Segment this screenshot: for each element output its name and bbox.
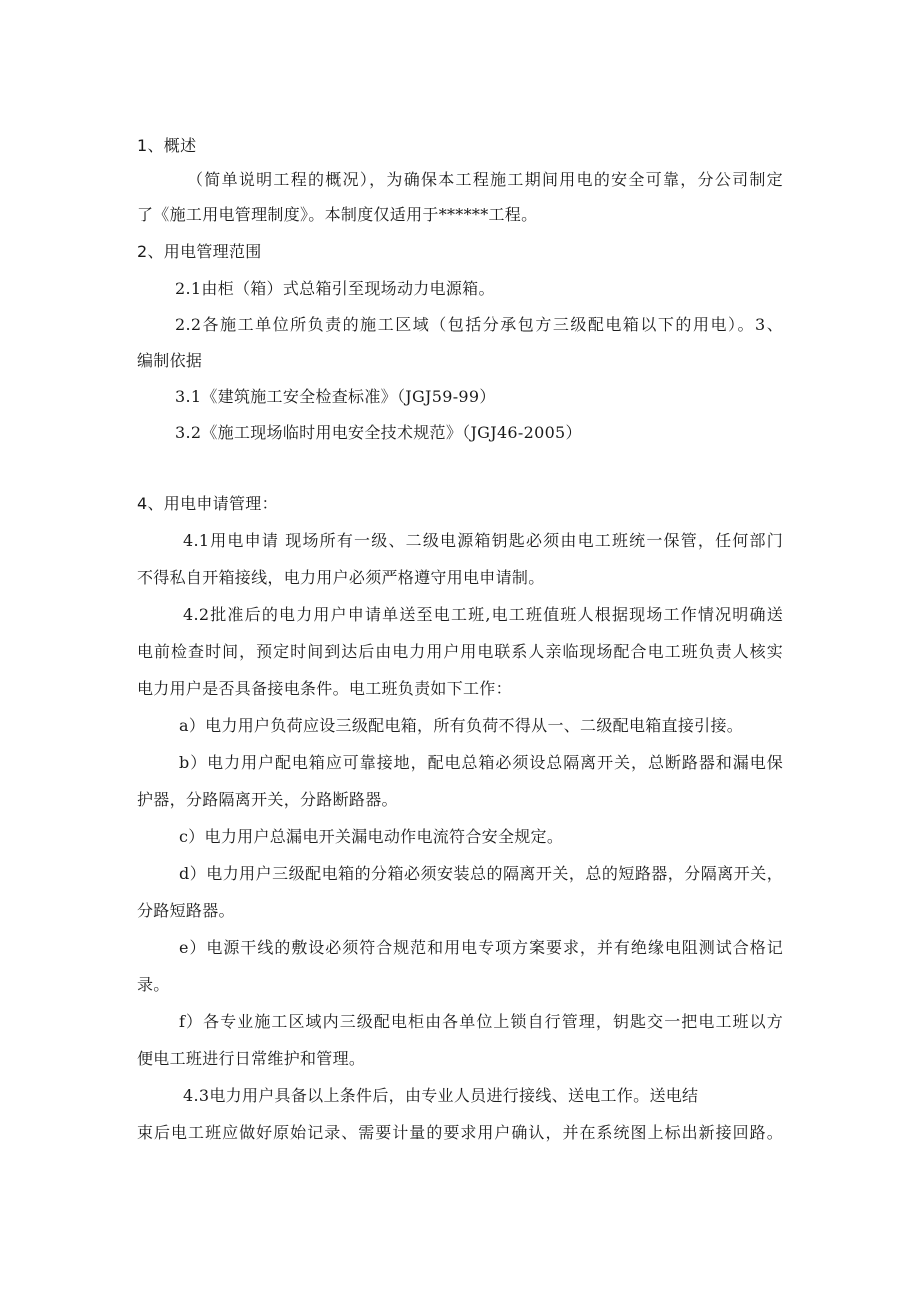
list-item-e: e）电源干线的敷设必须符合规范和用电专项方案要求，并有绝缘电阻测试合格记 (179, 938, 783, 957)
list-item-b: b）电力用户配电箱应可靠接地，配电总箱必须设总隔离开关，总断路器和漏电保 (179, 753, 783, 772)
paragraph-line: 便电工班进行日常维护和管理。 (137, 1049, 366, 1068)
list-item-f: f）各专业施工区域内三级配电柜由各单位上锁自行管理，钥匙交一把电工班以方 (179, 1012, 783, 1031)
list-item-c: c）电力用户总漏电开关漏电动作电流符合安全规定。 (179, 827, 564, 846)
paragraph-line: 电前检查时间，预定时间到达后由电力用户用电联系人亲临现场配合电工班负责人核实 (137, 642, 783, 661)
paragraph-line: 2.2各施工单位所负责的施工区域（包括分承包方三级配电箱以下的用电）。3、 (175, 315, 783, 334)
paragraph-line: 编制依据 (137, 351, 203, 370)
paragraph-line: 4.1用电申请 现场所有一级、二级电源箱钥匙必须由电工班统一保管，任何部门 (183, 531, 783, 550)
paragraph-line: 不得私自开箱接线，电力用户必须严格遵守用电申请制。 (137, 568, 545, 587)
list-item-a: a）电力用户负荷应设三级配电箱，所有负荷不得从一、二级配电箱直接引接。 (179, 716, 744, 735)
paragraph-line: 电力用户是否具备接电条件。电工班负责如下工作： (137, 679, 512, 698)
paragraph-line: 3.1《建筑施工安全检查标准》（JGJ59-99） (175, 387, 496, 406)
paragraph-line: 2.1由柜（箱）式总箱引至现场动力电源箱。 (175, 279, 495, 298)
paragraph-line: 3.2《施工现场临时用电安全技术规范》（JGJ46-2005） (175, 423, 582, 442)
list-item-d: d）电力用户三级配电箱的分箱必须安装总的隔离开关，总的短路器，分隔离开关， (179, 864, 783, 883)
section-heading-application: 4、用电申请管理： (137, 494, 278, 513)
paragraph-line: 了《施工用电管理制度》。本制度仅适用于******工程。 (137, 205, 538, 224)
section-heading-scope: 2、用电管理范围 (137, 242, 262, 261)
section-heading-overview: 1、概述 (137, 136, 197, 155)
paragraph-line: （简单说明工程的概况），为确保本工程施工期间用电的安全可靠，分公司制定 (187, 170, 783, 189)
paragraph-line: 分路短路器。 (137, 901, 235, 920)
paragraph-line: 4.3电力用户具备以上条件后，由专业人员进行接线、送电工作。送电结 (183, 1086, 699, 1105)
paragraph-line: 4.2批准后的电力用户申请单送至电工班,电工班值班人根据现场工作情况明确送 (183, 605, 783, 624)
paragraph-line: 录。 (137, 975, 170, 994)
paragraph-line: 护器，分路隔离开关，分路断路器。 (137, 790, 398, 809)
paragraph-line: 束后电工班应做好原始记录、需要计量的要求用户确认，并在系统图上标出新接回路。 (137, 1123, 783, 1142)
